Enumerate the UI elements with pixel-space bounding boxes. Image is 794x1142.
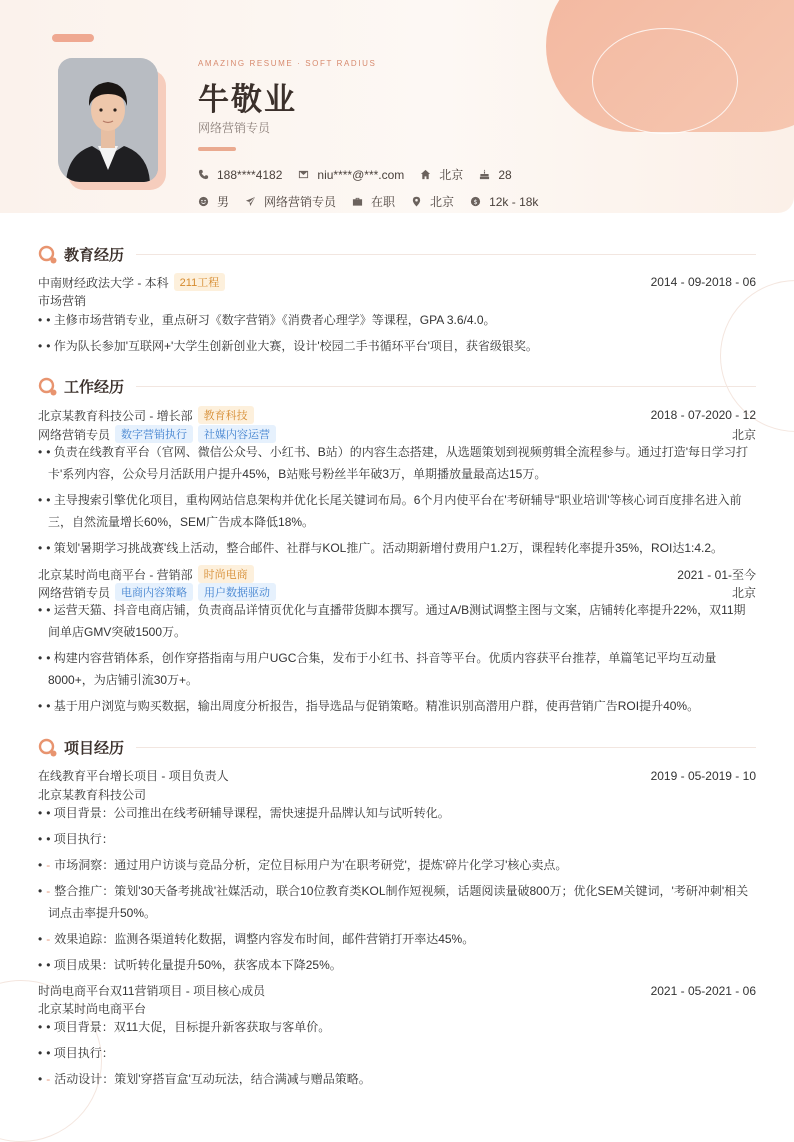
cake-icon bbox=[479, 169, 490, 180]
list-item: • • 项目背景：双11大促，目标提升新客获取与客单价。 bbox=[38, 1020, 331, 1034]
phone-text: 188****4182 bbox=[217, 167, 283, 182]
profile-info-row bbox=[198, 193, 554, 210]
age-item bbox=[479, 168, 511, 182]
project-title: 时尚电商平台双11营销项目 - 项目核心成员 bbox=[38, 984, 266, 998]
target-city-text: 北京 bbox=[430, 195, 455, 209]
send-icon bbox=[245, 196, 256, 207]
list-item: • • 负责在线教育平台（官网、微信公众号、小红书、B站）的内容生态搭建，从选题策划到视频剪辑全流程参与。通过打造'每日学习打 卡'系列内容，公众号月活跃用户提升45%，B站账号粉丝半年破3万，单期播放量最高达15万。 bbox=[38, 445, 749, 481]
skill-tag: 电商内容策略 bbox=[115, 583, 193, 601]
section-divider bbox=[136, 747, 756, 748]
gender-text: 男 bbox=[217, 195, 230, 209]
work-entry-header bbox=[38, 406, 756, 424]
section-divider bbox=[136, 254, 756, 255]
location-item bbox=[420, 166, 463, 183]
project-org: 北京某教育科技公司 bbox=[38, 788, 147, 802]
svg-text:$: $ bbox=[473, 197, 478, 206]
job-role: 网络营销专员 bbox=[38, 427, 111, 442]
section-label: 教育经历 bbox=[64, 247, 125, 264]
email-icon bbox=[298, 169, 309, 180]
school-name: 中南财经政法大学 - 本科 bbox=[38, 275, 169, 290]
accent-pill bbox=[52, 34, 94, 42]
home-icon bbox=[420, 169, 431, 180]
education-major-row bbox=[38, 292, 756, 309]
avatar bbox=[58, 58, 158, 182]
list-item: • • 项目执行： bbox=[38, 1046, 114, 1060]
section-title-work bbox=[38, 376, 756, 397]
decorative-ring bbox=[592, 28, 738, 134]
list-item: • - 整合推广：策划'30天备考挑战'社媒活动，联合10位教育类KOL制作短视频，话题阅读量破800万；优化SEM关键词，'考研冲刺'相关 词点击率提升50%。 bbox=[38, 884, 749, 920]
project-org: 北京某时尚电商平台 bbox=[38, 1002, 147, 1016]
candidate-position: 网络营销专员 bbox=[198, 121, 271, 135]
skill-tag: 数字营销执行 bbox=[115, 425, 193, 443]
list-item: • • 主导搜索引擎优化项目，重构网站信息架构并优化长尾关键词布局。6个月内使平台在'考研辅导''职业培训'等核心词百度排名进入前 三，自然流量增长60%，SEM广告成本降低18%。 bbox=[38, 493, 742, 529]
age-text: 28 bbox=[498, 167, 512, 182]
list-item: • - 效果追踪：监测各渠道转化数据，调整内容发布时间，邮件营销打开率达45%。 bbox=[38, 932, 475, 946]
list-item: • • 构建内容营销体系，创作穿搭指南与用户UGC合集，发布于小红书、抖音等平台。优质内容获平台推荐，单篇笔记平均互动量 8000+，为店铺引流30万+。 bbox=[38, 651, 717, 687]
project-entry-header bbox=[38, 767, 756, 784]
list-item: • • 项目背景：公司推出在线考研辅导课程，需快速提升品牌认知与试听转化。 bbox=[38, 806, 450, 820]
candidate-name: 牛敬业 bbox=[198, 82, 297, 117]
phone-item bbox=[198, 168, 282, 182]
job-role: 网络营销专员 bbox=[38, 585, 111, 600]
education-entry-header bbox=[38, 273, 756, 291]
work-city: 北京 bbox=[731, 585, 756, 600]
work-date: 2018 - 07-2020 - 12 bbox=[650, 408, 756, 422]
list-item: • • 运营天猫、抖音电商店铺，负责商品详情页优化与直播带货脚本撰写。通过A/B测试调整主图与文案，店铺转化率提升22%，双11期 间单店GMV突破1500万。 bbox=[38, 603, 746, 639]
skill-tag: 用户数据驱动 bbox=[198, 583, 276, 601]
search-icon bbox=[38, 245, 58, 265]
list-item: • • 主修市场营销专业，重点研习《数字营销》《消费者心理学》等课程，GPA 3.6/4.0。 bbox=[38, 313, 496, 327]
status-text: 在职 bbox=[371, 195, 396, 209]
project-org-row bbox=[38, 1000, 756, 1017]
list-item: • • 基于用户浏览与购买数据，输出周度分析报告，指导选品与促销策略。精准识别高潜用户群，使再营销广告ROI提升40%。 bbox=[38, 699, 700, 713]
resume-kicker: AMAZING RESUME · SOFT RADIUS bbox=[198, 59, 377, 68]
target-job-text: 网络营销专员 bbox=[264, 195, 337, 209]
project-entry-header bbox=[38, 982, 756, 999]
phone-icon bbox=[198, 169, 209, 180]
salary-text: 12k - 18k bbox=[489, 194, 539, 209]
section-title-education bbox=[38, 244, 756, 265]
search-icon bbox=[38, 377, 58, 397]
project-title: 在线教育平台增长项目 - 项目负责人 bbox=[38, 769, 229, 783]
contact-info-row bbox=[198, 166, 528, 183]
section-divider bbox=[136, 386, 756, 387]
briefcase-icon bbox=[352, 196, 363, 207]
section-label: 项目经历 bbox=[64, 740, 125, 757]
status-item bbox=[352, 193, 395, 210]
location-pin-icon bbox=[411, 196, 422, 207]
smile-icon bbox=[198, 196, 209, 207]
money-icon bbox=[470, 196, 481, 207]
email-item bbox=[298, 168, 404, 182]
industry-tag: 教育科技 bbox=[198, 406, 254, 424]
salary-item bbox=[470, 195, 538, 209]
list-item: • • 项目执行： bbox=[38, 832, 114, 846]
company-name: 北京某时尚电商平台 - 营销部 bbox=[38, 567, 193, 582]
work-entry-header bbox=[38, 565, 756, 583]
email-text: niu****@***.com bbox=[317, 167, 405, 182]
major: 市场营销 bbox=[38, 294, 87, 308]
company-name: 北京某教育科技公司 - 增长部 bbox=[38, 408, 193, 423]
school-tag: 211工程 bbox=[174, 273, 226, 291]
gender-item bbox=[198, 193, 229, 210]
section-label: 工作经历 bbox=[64, 379, 125, 396]
project-date: 2019 - 05-2019 - 10 bbox=[650, 768, 756, 783]
project-date: 2021 - 05-2021 - 06 bbox=[650, 983, 756, 998]
list-item: • - 活动设计：策划'穿搭盲盒'互动玩法，结合满减与赠品策略。 bbox=[38, 1072, 371, 1086]
list-item: • • 作为队长参加'互联网+'大学生创新创业大赛，设计'校园二手书循环平台'项目，获省级银奖。 bbox=[38, 339, 538, 353]
target-city-item bbox=[411, 193, 454, 210]
work-city: 北京 bbox=[731, 427, 756, 442]
target-job-item bbox=[245, 193, 336, 210]
name-underline bbox=[198, 147, 236, 151]
skill-tag: 社媒内容运营 bbox=[198, 425, 276, 443]
list-item: • - 市场洞察：通过用户访谈与竞品分析，定位目标用户为'在职考研党'，提炼'碎片化学习'核心卖点。 bbox=[38, 858, 568, 872]
project-org-row bbox=[38, 786, 756, 803]
search-icon bbox=[38, 738, 58, 758]
section-title-projects bbox=[38, 737, 756, 758]
list-item: • • 项目成果：试听转化量提升50%，获客成本下降25%。 bbox=[38, 958, 342, 972]
work-date: 2021 - 01-至今 bbox=[677, 567, 756, 582]
location-text: 北京 bbox=[439, 168, 464, 182]
list-item: • • 策划'暑期学习挑战赛'线上活动，整合邮件、社群与KOL推广。活动期新增付费用户1.2万，课程转化率提升35%，ROI达1:4.2。 bbox=[38, 541, 724, 555]
industry-tag: 时尚电商 bbox=[198, 565, 254, 583]
education-date: 2014 - 09-2018 - 06 bbox=[650, 275, 756, 289]
